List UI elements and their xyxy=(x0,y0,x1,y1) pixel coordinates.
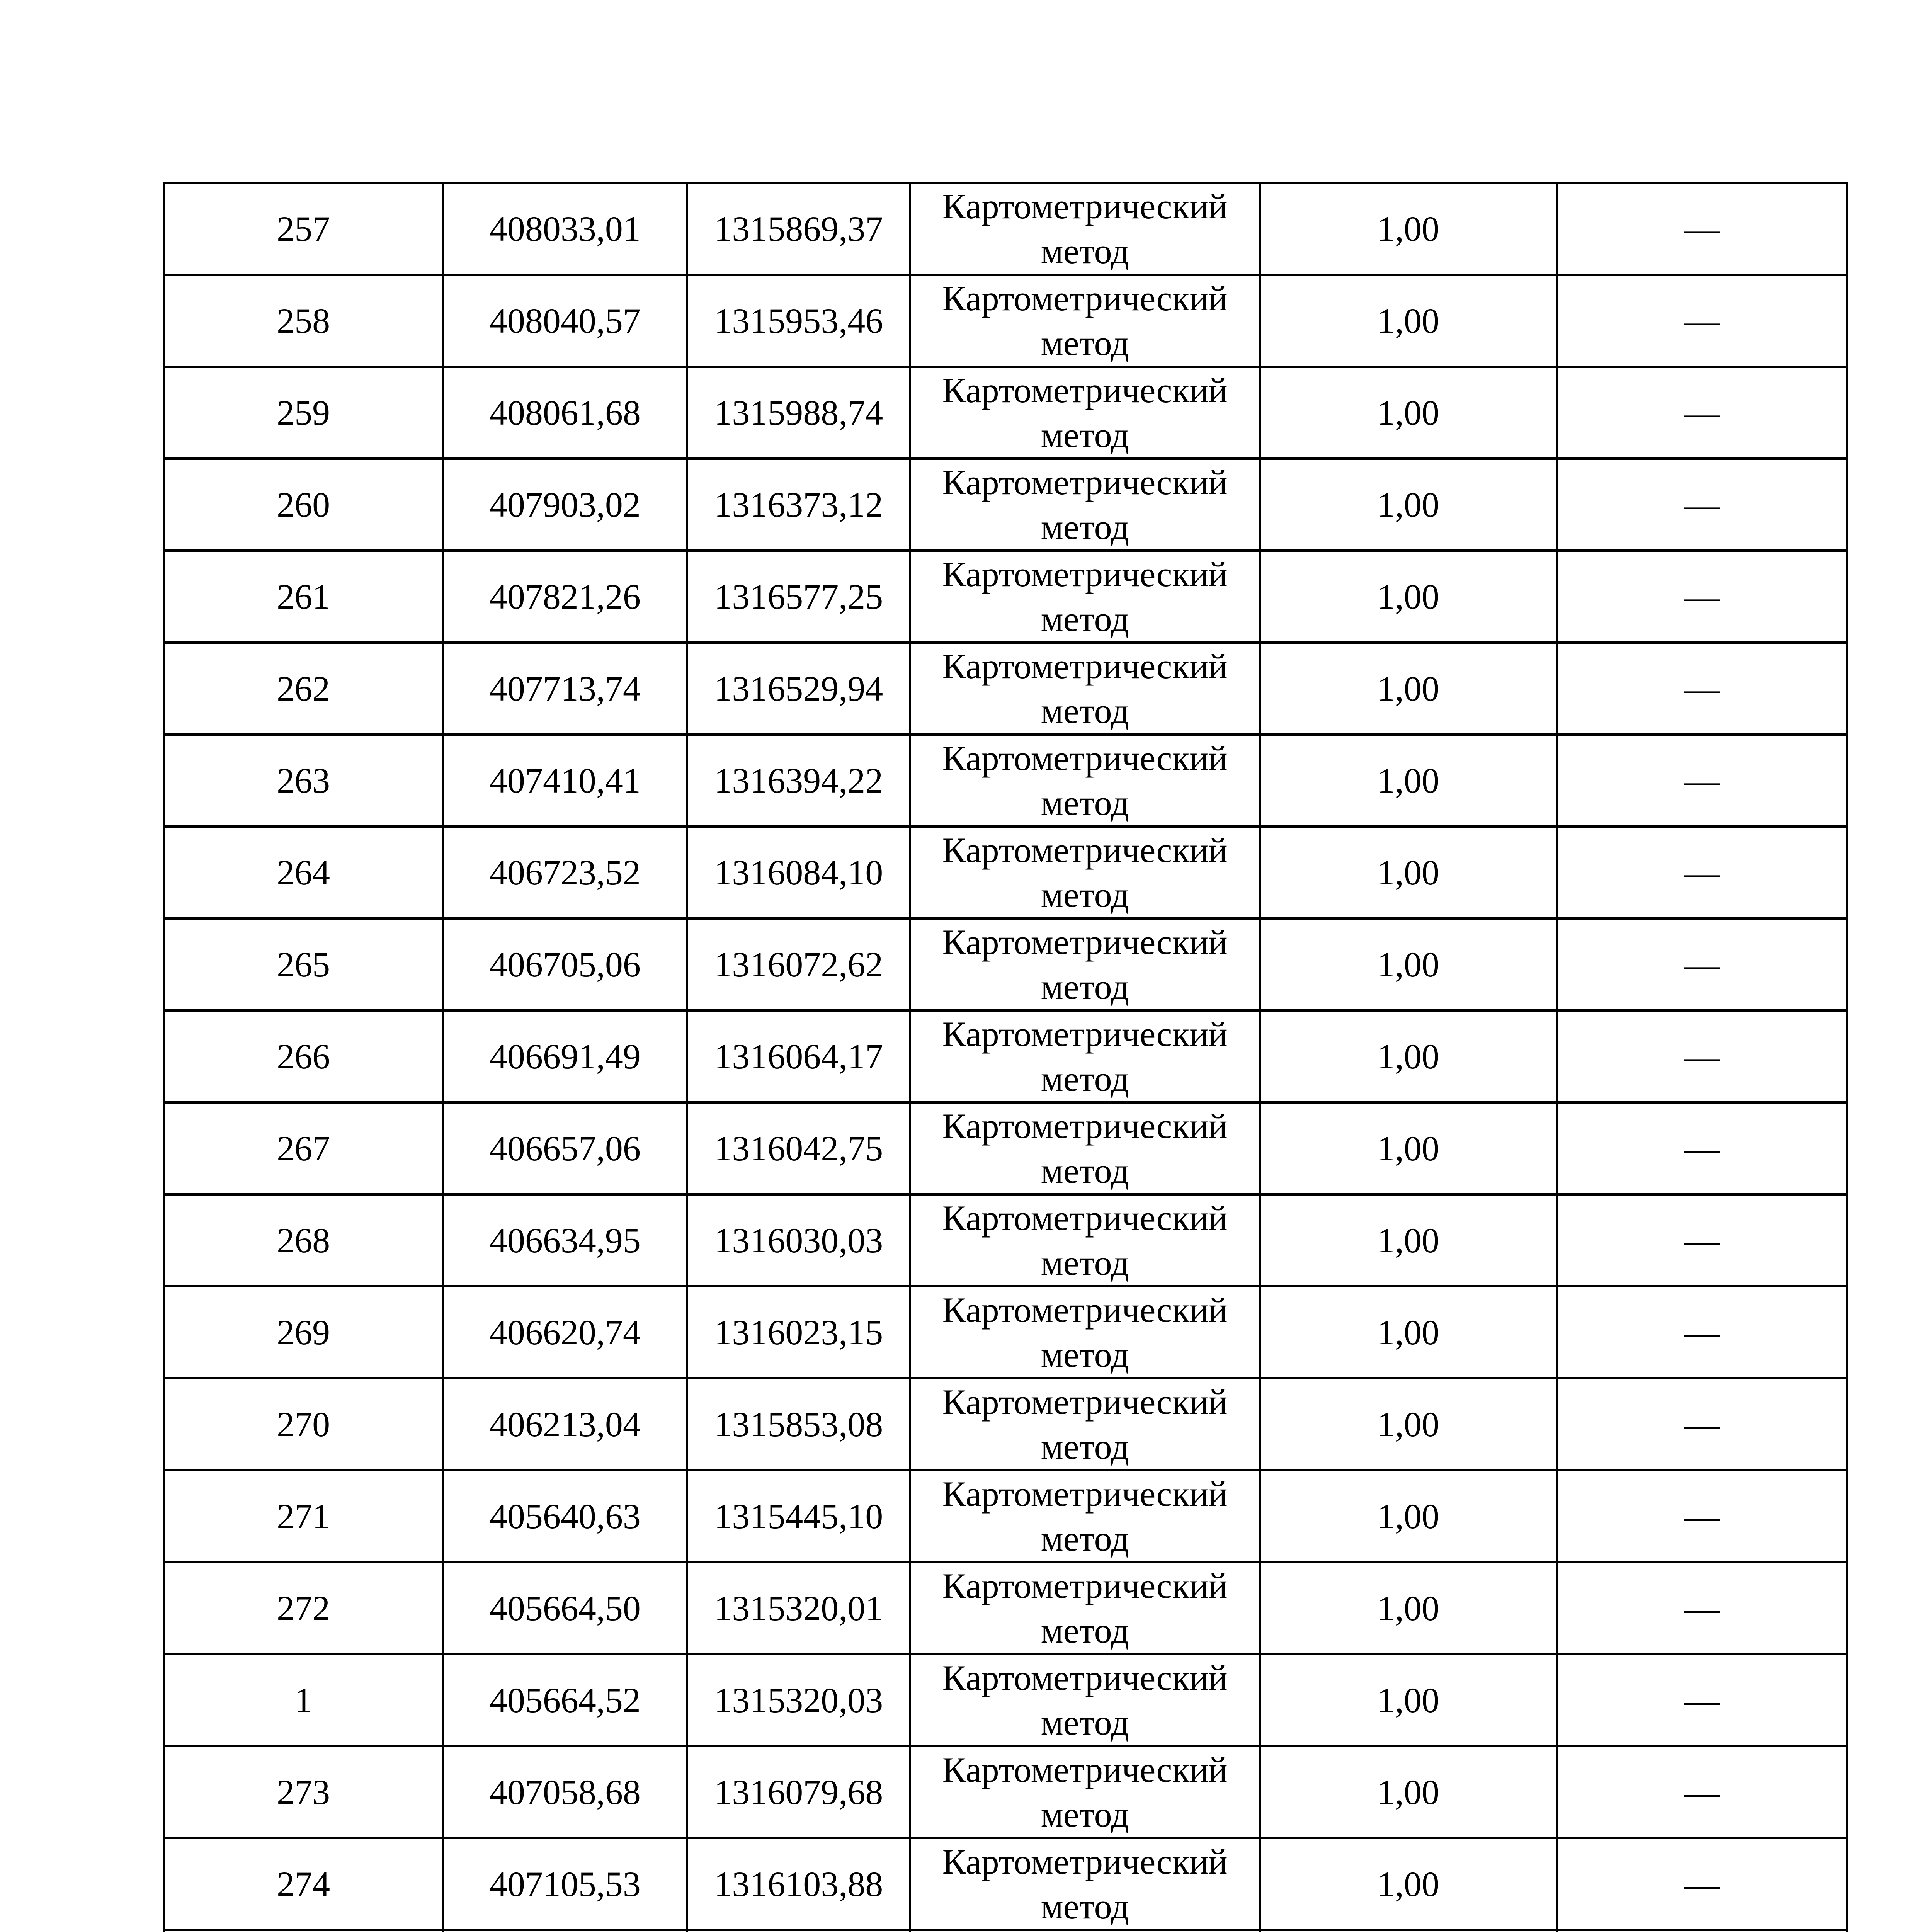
table-row xyxy=(164,551,1847,643)
method-text-line1: Картометрический xyxy=(942,187,1228,226)
note-dash-cell: — xyxy=(1557,275,1847,367)
table-row xyxy=(164,1654,1847,1746)
table-row xyxy=(164,1102,1847,1194)
point-number-cell: 258 xyxy=(164,275,443,367)
method-text-line2: метод xyxy=(1041,1335,1129,1374)
method-text-line1: Картометрический xyxy=(942,1566,1228,1605)
method-text-line2: метод xyxy=(1041,1059,1129,1099)
point-number-cell: 269 xyxy=(164,1286,443,1378)
accuracy-cell: 1,00 xyxy=(1260,1010,1556,1102)
table-row xyxy=(164,1930,1847,1932)
method-cell xyxy=(910,1562,1260,1654)
note-dash-cell: — xyxy=(1557,1654,1847,1746)
method-text-line2: метод xyxy=(1041,1795,1129,1834)
x-coordinate-cell xyxy=(443,1930,687,1932)
method-cell xyxy=(910,1838,1260,1930)
accuracy-cell: 1,00 xyxy=(1260,827,1556,918)
accuracy-cell: 1,00 xyxy=(1260,275,1556,367)
method-text-line2: метод xyxy=(1041,323,1129,363)
x-coordinate-cell: 408061,68 xyxy=(443,367,687,459)
table-row xyxy=(164,1194,1847,1286)
x-coordinate-cell: 407410,41 xyxy=(443,735,687,827)
method-text-line1: Картометрический xyxy=(942,463,1228,502)
point-number-cell: 271 xyxy=(164,1470,443,1562)
method-text-line1: Картометрический xyxy=(942,371,1228,410)
y-coordinate-cell: 1316023,15 xyxy=(687,1286,910,1378)
note-dash-cell: — xyxy=(1557,827,1847,918)
accuracy-cell: 1,00 xyxy=(1260,735,1556,827)
method-text-line2: метод xyxy=(1041,599,1129,639)
note-dash-cell: — xyxy=(1557,1194,1847,1286)
method-text-line2: метод xyxy=(1041,691,1129,731)
accuracy-cell: 1,00 xyxy=(1260,183,1556,275)
note-dash-cell: — xyxy=(1557,459,1847,551)
y-coordinate-cell: 1316577,25 xyxy=(687,551,910,643)
point-number-cell: 260 xyxy=(164,459,443,551)
point-number-cell: 267 xyxy=(164,1102,443,1194)
table-row xyxy=(164,735,1847,827)
table-row xyxy=(164,275,1847,367)
x-coordinate-cell: 408033,01 xyxy=(443,183,687,275)
note-dash-cell: — xyxy=(1557,1102,1847,1194)
y-coordinate-cell: 1316394,22 xyxy=(687,735,910,827)
method-cell xyxy=(910,827,1260,918)
y-coordinate-cell: 1316030,03 xyxy=(687,1194,910,1286)
method-text-line2: метод xyxy=(1041,1703,1129,1742)
method-text-line1: Картометрический xyxy=(942,1658,1228,1697)
point-number-cell xyxy=(164,1930,443,1932)
method-text-line1: Картометрический xyxy=(942,1750,1228,1789)
method-text-line1: Картометрический xyxy=(942,1014,1228,1054)
method-cell xyxy=(910,275,1260,367)
method-cell xyxy=(910,1746,1260,1838)
note-dash-cell: — xyxy=(1557,1286,1847,1378)
method-cell xyxy=(910,459,1260,551)
x-coordinate-cell: 406723,52 xyxy=(443,827,687,918)
accuracy-cell: 1,00 xyxy=(1260,918,1556,1010)
y-coordinate-cell: 1315853,08 xyxy=(687,1378,910,1470)
table-row xyxy=(164,1378,1847,1470)
method-text-line2: метод xyxy=(1041,415,1129,455)
point-number-cell: 263 xyxy=(164,735,443,827)
accuracy-cell: 1,00 xyxy=(1260,1194,1556,1286)
method-text-line2: метод xyxy=(1041,783,1129,823)
method-cell xyxy=(910,643,1260,735)
x-coordinate-cell: 405640,63 xyxy=(443,1470,687,1562)
y-coordinate-cell xyxy=(687,1930,910,1932)
y-coordinate-cell: 1316103,88 xyxy=(687,1838,910,1930)
accuracy-cell: 1,00 xyxy=(1260,643,1556,735)
method-cell xyxy=(910,1010,1260,1102)
method-text-line1: Картометрический xyxy=(942,1842,1228,1881)
point-number-cell: 1 xyxy=(164,1654,443,1746)
note-dash-cell: — xyxy=(1557,183,1847,275)
y-coordinate-cell: 1315988,74 xyxy=(687,367,910,459)
method-cell xyxy=(910,1378,1260,1470)
method-cell xyxy=(910,1102,1260,1194)
point-number-cell: 266 xyxy=(164,1010,443,1102)
method-text-line1: Картометрический xyxy=(942,1106,1228,1146)
x-coordinate-cell: 406705,06 xyxy=(443,918,687,1010)
method-text-line1: Картометрический xyxy=(942,1382,1228,1422)
note-dash-cell: — xyxy=(1557,1010,1847,1102)
method-text-line1: Картометрический xyxy=(942,279,1228,318)
method-text-line2: метод xyxy=(1041,1243,1129,1282)
table-row xyxy=(164,918,1847,1010)
point-number-cell: 273 xyxy=(164,1746,443,1838)
point-number-cell: 264 xyxy=(164,827,443,918)
x-coordinate-cell: 406657,06 xyxy=(443,1102,687,1194)
note-dash-cell: — xyxy=(1557,735,1847,827)
table-row xyxy=(164,1562,1847,1654)
note-dash-cell: — xyxy=(1557,1746,1847,1838)
x-coordinate-cell: 408040,57 xyxy=(443,275,687,367)
accuracy-cell: 1,00 xyxy=(1260,551,1556,643)
method-text-line2: метод xyxy=(1041,1887,1129,1926)
method-cell xyxy=(910,1654,1260,1746)
method-text-line2: метод xyxy=(1041,1427,1129,1466)
method-text-line1: Картометрический xyxy=(942,830,1228,870)
method-text-line1: Картометрический xyxy=(942,738,1228,778)
method-cell xyxy=(910,367,1260,459)
x-coordinate-cell: 406620,74 xyxy=(443,1286,687,1378)
x-coordinate-cell: 407821,26 xyxy=(443,551,687,643)
x-coordinate-cell: 406691,49 xyxy=(443,1010,687,1102)
method-text-line2: метод xyxy=(1041,967,1129,1007)
table-row xyxy=(164,459,1847,551)
note-dash-cell: — xyxy=(1557,367,1847,459)
method-cell xyxy=(910,1930,1260,1932)
method-text-line1: Картометрический xyxy=(942,554,1228,594)
method-cell xyxy=(910,1470,1260,1562)
accuracy-cell: 1,00 xyxy=(1260,1378,1556,1470)
accuracy-cell: 1,00 xyxy=(1260,367,1556,459)
x-coordinate-cell: 406213,04 xyxy=(443,1378,687,1470)
point-number-cell: 257 xyxy=(164,183,443,275)
note-dash-cell xyxy=(1557,1930,1847,1932)
method-text-line1: Картометрический xyxy=(942,1290,1228,1330)
table-row xyxy=(164,1746,1847,1838)
method-text-line1: Картометрический xyxy=(942,922,1228,962)
x-coordinate-cell: 407105,53 xyxy=(443,1838,687,1930)
table-row xyxy=(164,1010,1847,1102)
x-coordinate-cell: 405664,52 xyxy=(443,1654,687,1746)
note-dash-cell: — xyxy=(1557,1562,1847,1654)
method-text-line1: Картометрический xyxy=(942,1198,1228,1238)
note-dash-cell: — xyxy=(1557,551,1847,643)
y-coordinate-cell: 1315320,03 xyxy=(687,1654,910,1746)
coordinates-table-body xyxy=(164,183,1847,1932)
y-coordinate-cell: 1316373,12 xyxy=(687,459,910,551)
point-number-cell: 270 xyxy=(164,1378,443,1470)
note-dash-cell: — xyxy=(1557,1838,1847,1930)
accuracy-cell: 1,00 xyxy=(1260,1562,1556,1654)
y-coordinate-cell: 1316084,10 xyxy=(687,827,910,918)
table-row xyxy=(164,1838,1847,1930)
y-coordinate-cell: 1315869,37 xyxy=(687,183,910,275)
accuracy-cell: 1,00 xyxy=(1260,1654,1556,1746)
table-row xyxy=(164,827,1847,918)
method-text-line2: метод xyxy=(1041,231,1129,271)
accuracy-cell: 1,00 xyxy=(1260,1286,1556,1378)
note-dash-cell: — xyxy=(1557,1470,1847,1562)
accuracy-cell xyxy=(1260,1930,1556,1932)
table-row xyxy=(164,1470,1847,1562)
accuracy-cell: 1,00 xyxy=(1260,1746,1556,1838)
method-text-line2: метод xyxy=(1041,1611,1129,1650)
x-coordinate-cell: 405664,50 xyxy=(443,1562,687,1654)
x-coordinate-cell: 407903,02 xyxy=(443,459,687,551)
accuracy-cell: 1,00 xyxy=(1260,1838,1556,1930)
x-coordinate-cell: 407058,68 xyxy=(443,1746,687,1838)
method-text-line2: метод xyxy=(1041,1519,1129,1558)
method-cell xyxy=(910,551,1260,643)
point-number-cell: 272 xyxy=(164,1562,443,1654)
table-row xyxy=(164,643,1847,735)
method-text-line1: Картометрический xyxy=(942,646,1228,686)
point-number-cell: 262 xyxy=(164,643,443,735)
method-text-line2: метод xyxy=(1041,507,1129,547)
table-row xyxy=(164,1286,1847,1378)
method-text-line1: Картометрический xyxy=(942,1474,1228,1514)
note-dash-cell: — xyxy=(1557,643,1847,735)
point-number-cell: 261 xyxy=(164,551,443,643)
accuracy-cell: 1,00 xyxy=(1260,1470,1556,1562)
point-number-cell: 265 xyxy=(164,918,443,1010)
y-coordinate-cell: 1315953,46 xyxy=(687,275,910,367)
table-row xyxy=(164,183,1847,275)
note-dash-cell: — xyxy=(1557,1378,1847,1470)
y-coordinate-cell: 1316042,75 xyxy=(687,1102,910,1194)
method-cell xyxy=(910,918,1260,1010)
y-coordinate-cell: 1316079,68 xyxy=(687,1746,910,1838)
accuracy-cell: 1,00 xyxy=(1260,459,1556,551)
x-coordinate-cell: 406634,95 xyxy=(443,1194,687,1286)
note-dash-cell: — xyxy=(1557,918,1847,1010)
method-text-line2: метод xyxy=(1041,875,1129,915)
method-text-line2: метод xyxy=(1041,1151,1129,1190)
point-number-cell: 259 xyxy=(164,367,443,459)
y-coordinate-cell: 1316529,94 xyxy=(687,643,910,735)
method-cell xyxy=(910,1194,1260,1286)
table-row xyxy=(164,367,1847,459)
y-coordinate-cell: 1316072,62 xyxy=(687,918,910,1010)
y-coordinate-cell: 1316064,17 xyxy=(687,1010,910,1102)
accuracy-cell: 1,00 xyxy=(1260,1102,1556,1194)
x-coordinate-cell: 407713,74 xyxy=(443,643,687,735)
method-cell xyxy=(910,1286,1260,1378)
point-number-cell: 268 xyxy=(164,1194,443,1286)
method-cell xyxy=(910,735,1260,827)
coordinates-table xyxy=(163,182,1848,1932)
y-coordinate-cell: 1315445,10 xyxy=(687,1470,910,1562)
method-cell xyxy=(910,183,1260,275)
y-coordinate-cell: 1315320,01 xyxy=(687,1562,910,1654)
point-number-cell: 274 xyxy=(164,1838,443,1930)
